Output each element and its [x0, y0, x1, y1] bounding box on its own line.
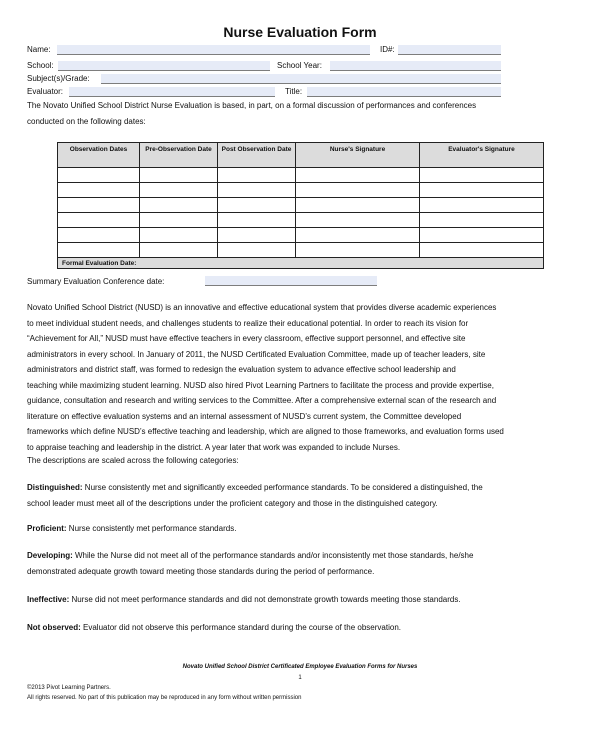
form-title: Nurse Evaluation Form — [223, 24, 377, 40]
ineffective-desc: Nurse did not meet performance standards and did not demonstrate growth towards meeting those standards. — [69, 595, 461, 604]
table-cell[interactable] — [140, 168, 218, 183]
table-cell[interactable] — [296, 213, 420, 228]
table-cell[interactable] — [420, 168, 544, 183]
category-ineffective — [27, 592, 461, 608]
summary-date-label: Summary Evaluation Conference date: — [27, 277, 165, 286]
body-line: “Achievement for All,” NUSD must have effective teachers in every classroom, effective support personnel, and effective site — [27, 334, 466, 343]
body-line: frameworks which define NUSD’s effective teaching and leadership, which are aligned to those frameworks, and evaluation forms used — [27, 427, 504, 436]
table-cell[interactable] — [218, 228, 296, 243]
table-cell[interactable] — [296, 228, 420, 243]
header-evaluator-signature: Evaluator's Signature — [420, 143, 544, 168]
table-row — [58, 183, 544, 198]
name-label: Name: — [27, 45, 51, 54]
table-cell[interactable] — [296, 183, 420, 198]
category-developing — [27, 548, 473, 579]
header-pre-observation-date: Pre-Observation Date — [140, 143, 218, 168]
body-line: to meet individual student needs, and challenges students to realize their educational potential. In order to reach its vision for — [27, 318, 469, 328]
body-line: Novato Unified School District (NUSD) is an innovative and effective educational system that provides diverse academic experiences — [27, 303, 497, 312]
intro-line: conducted on the following dates: — [27, 116, 146, 126]
school-label: School: — [27, 61, 54, 70]
school-field[interactable] — [58, 61, 270, 71]
table-cell[interactable] — [296, 243, 420, 258]
table-row — [58, 243, 544, 258]
header-nurse-signature: Nurse's Signature — [296, 143, 420, 168]
rights-text: All rights reserved. No part of this publication may be reproduced in any form without written permission — [27, 695, 302, 701]
evaluator-label: Evaluator: — [27, 87, 64, 96]
body-line: literature on effective evaluation systems and an internal assessment of NUSD’s current system, the Committee developed — [27, 411, 462, 421]
table-cell[interactable] — [140, 213, 218, 228]
developing-term: Developing: — [27, 551, 73, 560]
table-cell[interactable] — [58, 168, 140, 183]
observation-table — [57, 142, 544, 269]
table-cell[interactable] — [140, 228, 218, 243]
table-row — [58, 168, 544, 183]
table-cell[interactable] — [420, 228, 544, 243]
evaluator-field[interactable] — [69, 87, 275, 97]
page-number: 1 — [298, 675, 302, 681]
table-cell[interactable] — [58, 243, 140, 258]
category-not-observed — [27, 620, 401, 636]
developing-desc: demonstrated adequate growth toward meeting those standards during the period of performance. — [27, 566, 375, 576]
subjects-label: Subject(s)/Grade: — [27, 74, 90, 83]
school-year-label: School Year: — [277, 61, 322, 70]
categories-intro: The descriptions are scaled across the following categories: — [27, 456, 239, 465]
body-line: administrators and district staff, was formed to redesign the evaluation system to advance effective school leadership and — [27, 365, 456, 374]
table-cell[interactable] — [218, 243, 296, 258]
table-cell[interactable] — [218, 213, 296, 228]
footer-title: Novato Unified School District Certificated Employee Evaluation Forms for Nurses — [182, 664, 418, 670]
table-cell[interactable] — [420, 213, 544, 228]
table-row — [58, 213, 544, 228]
summary-date-field[interactable] — [205, 276, 377, 286]
id-field[interactable] — [398, 45, 501, 55]
table-cell[interactable] — [420, 243, 544, 258]
table-row — [58, 198, 544, 213]
body-line: guidance, consultation and research and writing services to the Committee. After a comprehensive external scan of the research and — [27, 396, 497, 405]
id-label: ID#: — [380, 45, 395, 54]
table-cell[interactable] — [420, 183, 544, 198]
distinguished-term: Distinguished: — [27, 483, 83, 492]
title-label: Title: — [285, 87, 303, 96]
title-field[interactable] — [307, 87, 501, 97]
category-proficient — [27, 521, 236, 537]
header-post-observation-date: Post Observation Date — [218, 143, 296, 168]
table-header-row — [58, 143, 544, 168]
formal-evaluation-row — [58, 258, 544, 269]
table-cell[interactable] — [140, 243, 218, 258]
table-cell[interactable] — [140, 198, 218, 213]
table-cell[interactable] — [420, 198, 544, 213]
body-paragraph — [27, 300, 504, 455]
intro-text — [27, 98, 476, 129]
table-cell[interactable] — [58, 228, 140, 243]
copyright-text: ©2013 Pivot Learning Partners. — [27, 685, 111, 691]
proficient-term: Proficient: — [27, 524, 67, 533]
not-observed-term: Not observed: — [27, 623, 81, 632]
table-row — [58, 228, 544, 243]
distinguished-desc: school leader must meet all of the descriptions under the proficient category and those in the distinguished category. — [27, 498, 438, 508]
ineffective-term: Ineffective: — [27, 595, 70, 604]
distinguished-desc: Nurse consistently met and significantly exceeded performance standards. To be considered a distinguished, the — [82, 483, 483, 492]
table-cell[interactable] — [296, 198, 420, 213]
formal-evaluation-date-label[interactable]: Formal Evaluation Date: — [58, 258, 544, 269]
school-year-field[interactable] — [330, 61, 501, 71]
body-line: administrators in every school. In January of 2011, the NUSD Certificated Evaluation Committee, made up of teacher leaders, site — [27, 349, 486, 359]
intro-line: The Novato Unified School District Nurse Evaluation is based, in part, on a formal discussion of performances and conferences — [27, 101, 477, 110]
name-field[interactable] — [57, 45, 370, 55]
table-cell[interactable] — [140, 183, 218, 198]
category-distinguished — [27, 480, 483, 511]
subjects-field[interactable] — [101, 74, 501, 84]
header-observation-dates: Observation Dates — [58, 143, 140, 168]
table-cell[interactable] — [218, 198, 296, 213]
developing-desc: While the Nurse did not meet all of the performance standards and/or inconsistently met those standards, he/she — [72, 551, 474, 560]
table-cell[interactable] — [218, 168, 296, 183]
not-observed-desc: Evaluator did not observe this performance standard during the course of the observation. — [80, 623, 401, 632]
table-cell[interactable] — [58, 213, 140, 228]
table-cell[interactable] — [58, 198, 140, 213]
body-line: to appraise teaching and leadership in the district. A year later that work was expanded to include Nurses. — [27, 442, 401, 452]
table-cell[interactable] — [58, 183, 140, 198]
body-line: teaching while maximizing student learning. NUSD also hired Pivot Learning Partners to facilitate the process and provide expertise, — [27, 380, 494, 390]
table-cell[interactable] — [218, 183, 296, 198]
table-cell[interactable] — [296, 168, 420, 183]
proficient-desc: Nurse consistently met performance standards. — [66, 524, 237, 533]
